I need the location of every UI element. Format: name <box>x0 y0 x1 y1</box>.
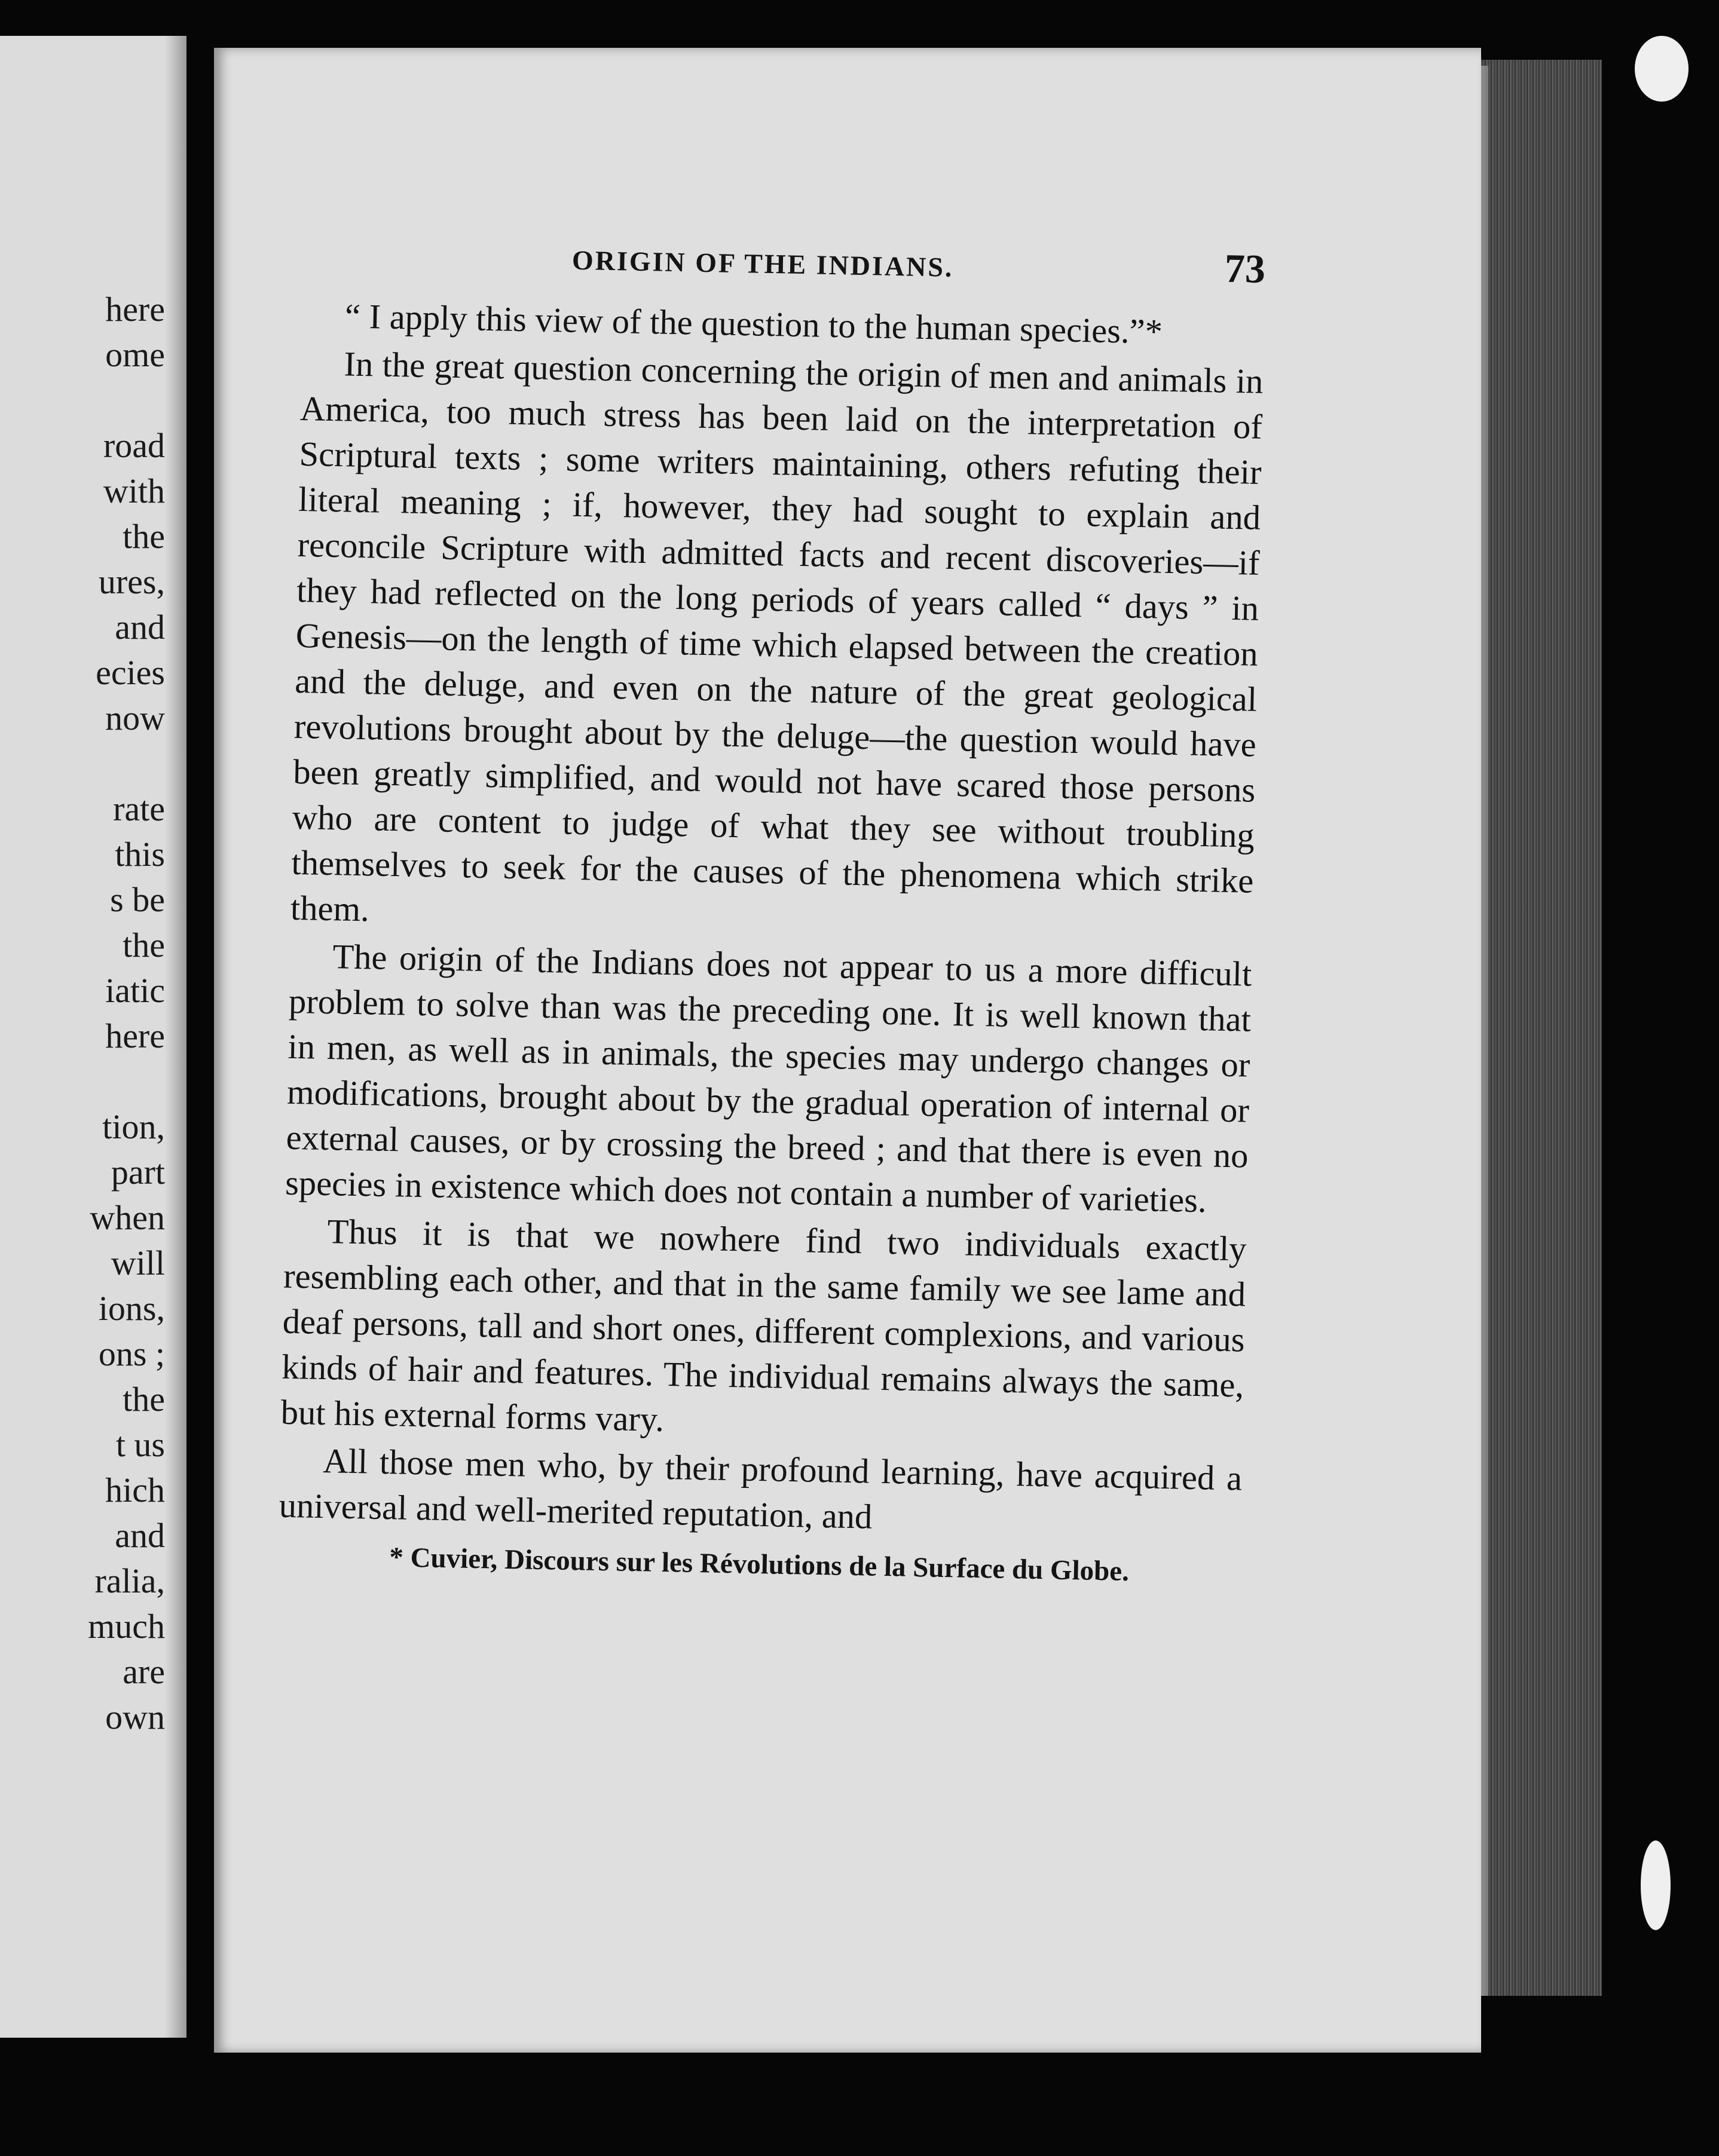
previous-page-line: will <box>111 1244 165 1282</box>
body-text <box>279 293 1264 1547</box>
page-number: 73 <box>1224 245 1266 292</box>
previous-page-line: part <box>111 1153 165 1192</box>
previous-page-line <box>88 1059 165 1104</box>
paragraph: All those men who, by their profound learning, have acquired a universal and well-merited reputation, and <box>279 1441 1243 1536</box>
book-page <box>214 48 1481 2053</box>
previous-page-line: much <box>88 1607 165 1646</box>
previous-page-line: when <box>90 1198 165 1237</box>
paragraph: “ I apply this view of the question to the human species.”* <box>344 296 1163 351</box>
previous-page-line: s be <box>110 880 165 919</box>
previous-page-line <box>88 741 165 786</box>
previous-page-line: ralia, <box>94 1561 165 1600</box>
previous-page-line: ome <box>105 335 165 374</box>
previous-page-line: and <box>115 1516 165 1555</box>
previous-page-text <box>88 287 165 1740</box>
previous-page-line: here <box>105 1016 165 1055</box>
previous-page-line: ecies <box>96 653 165 692</box>
previous-page-line: ons ; <box>98 1334 165 1373</box>
previous-page-line: the <box>123 1380 165 1419</box>
previous-page-line: now <box>105 699 165 737</box>
previous-page-line: hich <box>105 1471 165 1509</box>
previous-page-line: iatic <box>105 971 165 1010</box>
previous-page-line: t us <box>115 1425 165 1464</box>
page-text-block <box>278 227 1266 1592</box>
previous-page-line: the <box>123 517 165 556</box>
page-gutter-shadow <box>165 36 186 2038</box>
paragraph: In the great question concerning the origin of men and animals in America, too much stress has been laid on the interpretation of Scriptural texts ; some writers maintaining, others refuting their literal meaning ; if, however, they had sought to explain and reconcile Scripture with admitted facts and recent discoveries—if they had reflected on the long periods of years called “ days ” in Genesis—on the length of time which elapsed between the creation and the deluge, and even on the nature of the great geological revolutions brought about by the deluge—the question would have been greatly simplified, and would not have scared those persons who are content to judge of what they see without troubling themselves to seek for the causes of the phenomena which strike them. <box>290 344 1264 929</box>
previous-page-line: ions, <box>98 1289 165 1328</box>
previous-page-line: ures, <box>98 562 165 601</box>
paragraph: The origin of the Indians does not appear to us a more difficult problem to solve than was the preceding one. It is well known that in men, as well as in animals, the species may undergo changes or modifications, brought about by the gradual operation of internal or external causes, or by crossing the breed ; and that there is even no species in existence which does not contain a number of varieties. <box>285 937 1252 1220</box>
footnote: * Cuvier, Discours sur les Révolutions de la Surface du Globe. <box>389 1542 1130 1587</box>
paragraph: Thus it is that we nowhere find two individuals exactly resembling each other, and that in the same family we see lame and deaf persons, tall and short ones, different complexions, and various kinds of hair and features. The individual remains always the same, but his external forms vary. <box>280 1212 1247 1439</box>
paper-damage-spot <box>1641 1840 1671 1930</box>
previous-page-line: own <box>105 1698 165 1737</box>
running-title: ORIGIN OF THE INDIANS. <box>571 244 954 283</box>
previous-page-line: are <box>123 1652 165 1691</box>
previous-page-line: the <box>123 926 165 964</box>
previous-page-line: here <box>105 290 165 329</box>
previous-page-line: with <box>103 471 165 510</box>
previous-page-line: rate <box>113 789 165 828</box>
previous-page-strip <box>0 36 186 2038</box>
previous-page-line <box>88 378 165 423</box>
previous-page-line: tion, <box>102 1107 165 1146</box>
previous-page-line: and <box>115 608 165 647</box>
previous-page-line: road <box>103 426 165 465</box>
paper-damage-spot <box>1635 36 1689 102</box>
previous-page-line: this <box>115 835 165 874</box>
